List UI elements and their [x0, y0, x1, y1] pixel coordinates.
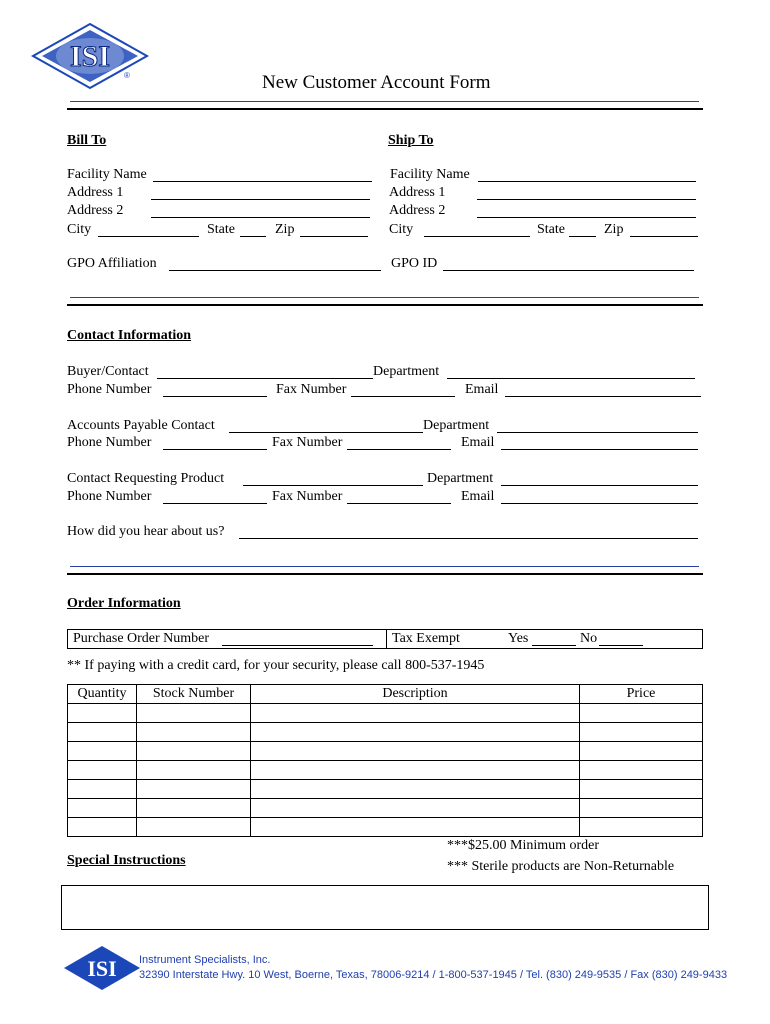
requesting-contact-field[interactable]	[243, 473, 423, 486]
special-instructions-box[interactable]	[61, 885, 709, 930]
registered-mark: ®	[124, 71, 130, 80]
bill-to-facility-label: Facility Name	[67, 167, 147, 182]
requesting-phone-label: Phone Number	[67, 489, 152, 504]
description-cell[interactable]	[251, 818, 580, 837]
buyer-email-label: Email	[465, 382, 499, 397]
stock-number-cell[interactable]	[137, 723, 251, 742]
requesting-phone-field[interactable]	[163, 491, 267, 504]
table-row	[68, 723, 703, 742]
quantity-cell[interactable]	[68, 818, 137, 837]
ship-to-city-field[interactable]	[424, 224, 530, 237]
stock-number-cell[interactable]	[137, 780, 251, 799]
bill-to-address2-field[interactable]	[151, 205, 370, 218]
ap-contact-label: Accounts Payable Contact	[67, 418, 215, 433]
ship-to-city-label: City	[389, 222, 414, 237]
buyer-email-field[interactable]	[505, 384, 701, 397]
special-instructions-heading: Special Instructions	[67, 853, 186, 868]
form-title: New Customer Account Form	[262, 72, 491, 93]
ap-department-label: Department	[423, 418, 490, 433]
tax-exempt-no-label: No	[580, 631, 598, 646]
ship-to-facility-field[interactable]	[478, 169, 696, 182]
stock-number-cell[interactable]	[137, 704, 251, 723]
ap-email-label: Email	[461, 435, 495, 450]
ap-department-field[interactable]	[497, 420, 698, 433]
hear-about-label: How did you hear about us?	[67, 524, 225, 539]
sterile-note: *** Sterile products are Non-Returnable	[447, 859, 675, 874]
bill-to-state-label: State	[207, 222, 235, 237]
footer-logo-text: ISI	[87, 956, 117, 981]
contact-heading: Contact Information	[67, 328, 192, 343]
gpo-affiliation-field[interactable]	[169, 258, 381, 271]
table-row	[68, 780, 703, 799]
description-cell[interactable]	[251, 780, 580, 799]
logo-text: ISI	[69, 40, 111, 73]
price-cell[interactable]	[580, 742, 703, 761]
buyer-fax-label: Fax Number	[276, 382, 347, 397]
ship-to-address1-label: Address 1	[389, 185, 446, 200]
po-label: Purchase Order Number	[73, 631, 210, 646]
bill-to-city-field[interactable]	[98, 224, 199, 237]
gpo-affiliation-label: GPO Affiliation	[67, 256, 157, 271]
description-cell[interactable]	[251, 761, 580, 780]
table-row	[68, 799, 703, 818]
quantity-cell[interactable]	[68, 704, 137, 723]
table-row	[68, 742, 703, 761]
hear-about-field[interactable]	[239, 526, 698, 539]
ship-to-address2-field[interactable]	[477, 205, 696, 218]
ship-to-heading: Ship To	[388, 133, 434, 148]
bill-to-address1-label: Address 1	[67, 185, 124, 200]
ap-phone-label: Phone Number	[67, 435, 152, 450]
header-rule-blue	[70, 101, 699, 102]
requesting-department-field[interactable]	[501, 473, 698, 486]
price-cell[interactable]	[580, 723, 703, 742]
buyer-department-label: Department	[373, 364, 440, 379]
description-cell[interactable]	[251, 799, 580, 818]
tax-exempt-no-field[interactable]	[599, 633, 643, 646]
quantity-cell[interactable]	[68, 761, 137, 780]
tax-exempt-label: Tax Exempt	[392, 631, 460, 646]
buyer-phone-label: Phone Number	[67, 382, 152, 397]
gpo-id-label: GPO ID	[391, 256, 438, 271]
tax-exempt-yes-field[interactable]	[532, 633, 576, 646]
requesting-fax-label: Fax Number	[272, 489, 343, 504]
minimum-order-note: ***$25.00 Minimum order	[447, 838, 600, 853]
column-header-quantity: Quantity	[68, 685, 137, 704]
requesting-department-label: Department	[427, 471, 494, 486]
column-header-stock-number: Stock Number	[137, 685, 251, 704]
credit-card-note: ** If paying with a credit card, for your security, please call 800-537-1945	[67, 658, 485, 673]
price-cell[interactable]	[580, 780, 703, 799]
stock-number-cell[interactable]	[137, 761, 251, 780]
ship-to-state-field[interactable]	[569, 224, 596, 237]
quantity-cell[interactable]	[68, 723, 137, 742]
quantity-cell[interactable]	[68, 780, 137, 799]
ship-to-address2-label: Address 2	[389, 203, 446, 218]
table-row	[68, 704, 703, 723]
bill-to-state-field[interactable]	[240, 224, 266, 237]
price-cell[interactable]	[580, 818, 703, 837]
buyer-fax-field[interactable]	[351, 384, 455, 397]
stock-number-cell[interactable]	[137, 742, 251, 761]
header-rule-black	[67, 108, 703, 110]
quantity-cell[interactable]	[68, 742, 137, 761]
requesting-email-label: Email	[461, 489, 495, 504]
po-field[interactable]	[222, 633, 373, 646]
ship-to-facility-label: Facility Name	[390, 167, 470, 182]
buyer-contact-field[interactable]	[157, 366, 373, 379]
buyer-contact-label: Buyer/Contact	[67, 364, 149, 379]
requesting-contact-label: Contact Requesting Product	[67, 471, 225, 486]
quantity-cell[interactable]	[68, 799, 137, 818]
section-rule-black-1	[67, 304, 703, 306]
section-rule-blue-1	[70, 297, 699, 298]
bill-to-city-label: City	[67, 222, 92, 237]
tax-exempt-yes-label: Yes	[508, 631, 529, 646]
column-header-price: Price	[580, 685, 703, 704]
description-cell[interactable]	[251, 704, 580, 723]
gpo-id-field[interactable]	[443, 258, 694, 271]
stock-number-cell[interactable]	[137, 818, 251, 837]
price-cell[interactable]	[580, 761, 703, 780]
section-rule-black-2	[67, 573, 703, 575]
bill-to-facility-field[interactable]	[153, 169, 372, 182]
bill-to-address1-field[interactable]	[151, 187, 370, 200]
footer-company: Instrument Specialists, Inc.	[139, 954, 271, 966]
price-cell[interactable]	[580, 704, 703, 723]
buyer-phone-field[interactable]	[163, 384, 267, 397]
ap-email-field[interactable]	[501, 437, 698, 450]
ship-to-zip-label: Zip	[604, 222, 624, 237]
order-heading: Order Information	[67, 596, 181, 611]
table-header-row	[68, 685, 703, 704]
stock-number-cell[interactable]	[137, 799, 251, 818]
ap-fax-label: Fax Number	[272, 435, 343, 450]
section-rule-blue-2	[70, 566, 699, 567]
buyer-department-field[interactable]	[447, 366, 695, 379]
ship-to-state-label: State	[537, 222, 565, 237]
footer-logo	[62, 944, 142, 992]
ship-to-zip-field[interactable]	[630, 224, 698, 237]
ship-to-address1-field[interactable]	[477, 187, 696, 200]
price-cell[interactable]	[580, 799, 703, 818]
bill-to-zip-label: Zip	[275, 222, 295, 237]
requesting-email-field[interactable]	[501, 491, 698, 504]
ap-phone-field[interactable]	[163, 437, 267, 450]
table-row	[68, 761, 703, 780]
bill-to-address2-label: Address 2	[67, 203, 124, 218]
description-cell[interactable]	[251, 723, 580, 742]
ap-fax-field[interactable]	[347, 437, 451, 450]
column-header-description: Description	[251, 685, 580, 704]
requesting-fax-field[interactable]	[347, 491, 451, 504]
table-row	[68, 818, 703, 837]
isi-logo	[30, 20, 150, 92]
footer-address: 32390 Interstate Hwy. 10 West, Boerne, Texas, 78006-9214 / 1-800-537-1945 / Tel. (830) 249-9535 / Fax (830) 249-9433	[139, 969, 728, 981]
order-items-table	[67, 684, 703, 837]
bill-to-heading: Bill To	[67, 133, 107, 148]
ap-contact-field[interactable]	[229, 420, 423, 433]
bill-to-zip-field[interactable]	[300, 224, 368, 237]
description-cell[interactable]	[251, 742, 580, 761]
